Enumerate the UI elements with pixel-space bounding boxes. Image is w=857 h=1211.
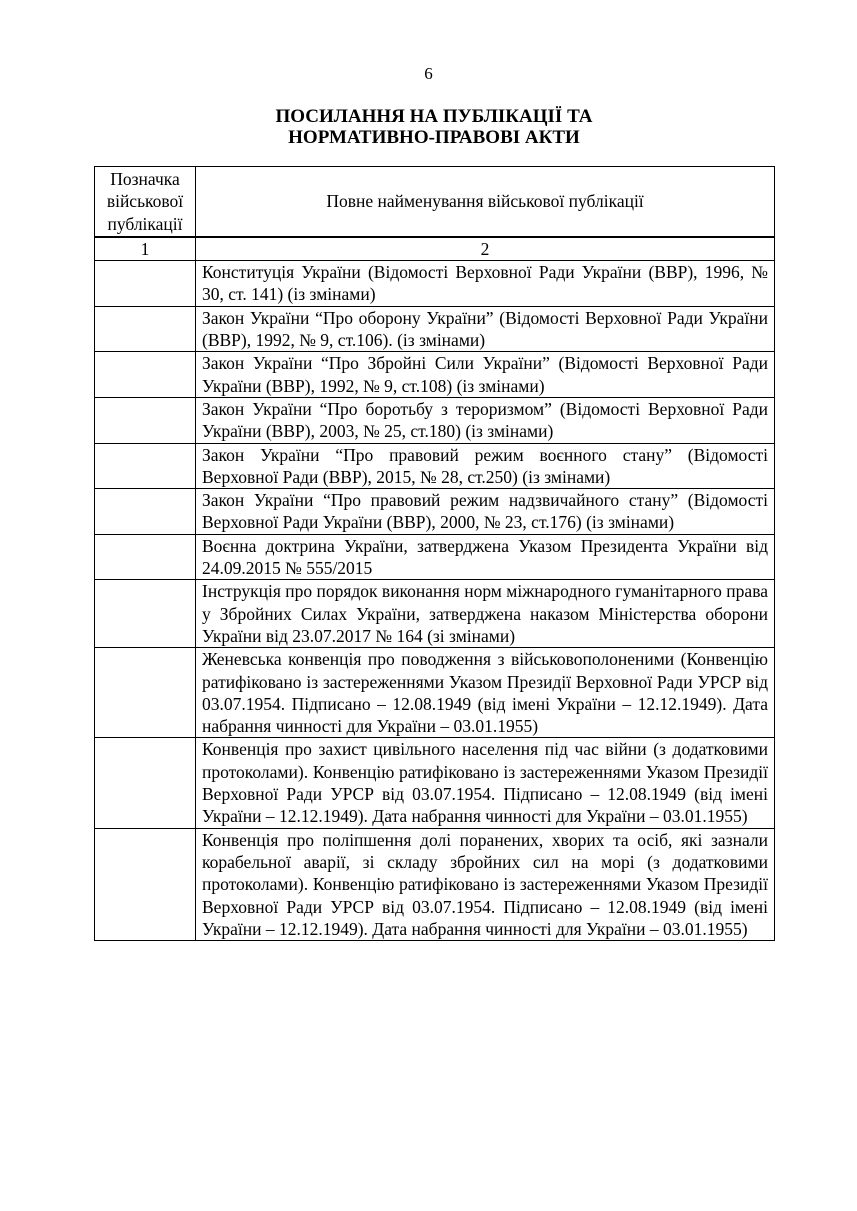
page-title — [94, 106, 774, 148]
table-row — [95, 489, 775, 535]
row-publication-name: Конституція України (Відомості Верховної Ради України (ВВР), 1996, № 30, ст. 141) (із змінами) — [196, 261, 775, 307]
table-row — [95, 580, 775, 648]
page-title-line-1: ПОСИЛАННЯ НА ПУБЛІКАЦІЇ ТА — [275, 106, 593, 127]
row-code — [95, 828, 196, 940]
table-row — [95, 443, 775, 489]
header-name: Повне найменування військової публікації — [196, 167, 775, 237]
references-table — [94, 166, 775, 941]
table-row — [95, 828, 775, 940]
row-publication-name: Інструкція про порядок виконання норм міжнародного гуманітарного права у Збройних Силах України, затверджена наказом Міністерства оборони України від 23.07.2017 № 164 (зі змінами) — [196, 580, 775, 648]
table-row — [95, 648, 775, 738]
table-body — [95, 261, 775, 941]
column-number-1: 1 — [95, 237, 196, 260]
page-number: 6 — [424, 64, 433, 83]
row-code — [95, 580, 196, 648]
table-row — [95, 397, 775, 443]
row-publication-name: Закон України “Про оборону України” (Відомості Верховної Ради України (ВВР), 1992, № 9, ст.106). (із змінами) — [196, 306, 775, 352]
row-publication-name: Конвенція про захист цивільного населення під час війни (з додатковими протоколами). Конвенцію ратифіковано із застереженнями Указом Президії Верховної Ради УРСР від 03.07.1954. Підписано – 12.08.1949 (від імені України – 12.12.1949). Дата набрання чинності для України – 03.01.1955) — [196, 738, 775, 828]
row-publication-name: Закон України “Про правовий режим воєнного стану” (Відомості Верховної Ради (ВВР), 2015, № 28, ст.250) (із змінами) — [196, 443, 775, 489]
row-code — [95, 443, 196, 489]
page-title-line-2: НОРМАТИВНО-ПРАВОВІ АКТИ — [288, 127, 580, 148]
row-code — [95, 738, 196, 828]
row-code — [95, 648, 196, 738]
column-number-2: 2 — [196, 237, 775, 260]
row-code — [95, 352, 196, 398]
row-code — [95, 534, 196, 580]
table-row — [95, 261, 775, 307]
table-row — [95, 738, 775, 828]
row-publication-name: Конвенція про поліпшення долі поранених, хворих та осіб, які зазнали корабельної аварії, зі складу збройних сил на морі (з додатковими протоколами). Конвенцію ратифіковано із застереженнями Указом Президії Верховної Ради УРСР від 03.07.1954. Підписано – 12.08.1949 (від імені України – 12.12.1949). Дата набрання чинності для України – 03.01.1955) — [196, 828, 775, 940]
row-publication-name: Закон України “Про Збройні Сили України” (Відомості Верховної Ради України (ВВР), 1992, № 9, ст.108) (із змінами) — [196, 352, 775, 398]
row-code — [95, 306, 196, 352]
row-publication-name: Воєнна доктрина України, затверджена Указом Президента України від 24.09.2015 № 555/2015 — [196, 534, 775, 580]
row-publication-name: Закон України “Про боротьбу з тероризмом” (Відомості Верховної Ради України (ВВР), 2003, № 25, ст.180) (із змінами) — [196, 397, 775, 443]
row-code — [95, 397, 196, 443]
table-header-row — [95, 167, 775, 237]
table-row — [95, 534, 775, 580]
table-row — [95, 352, 775, 398]
row-code — [95, 489, 196, 535]
header-code: Позначка військової публікації — [95, 167, 196, 237]
row-publication-name: Женевська конвенція про поводження з військовополоненими (Конвенцію ратифіковано із застереженнями Указом Президії Верховної Ради УРСР від 03.07.1954. Підписано – 12.08.1949 (від імені України – 12.12.1949). Дата набрання чинності для України – 03.01.1955) — [196, 648, 775, 738]
row-publication-name: Закон України “Про правовий режим надзвичайного стану” (Відомості Верховної Ради України (ВВР), 2000, № 23, ст.176) (із змінами) — [196, 489, 775, 535]
table-row — [95, 306, 775, 352]
row-code — [95, 261, 196, 307]
column-number-row — [95, 237, 775, 260]
